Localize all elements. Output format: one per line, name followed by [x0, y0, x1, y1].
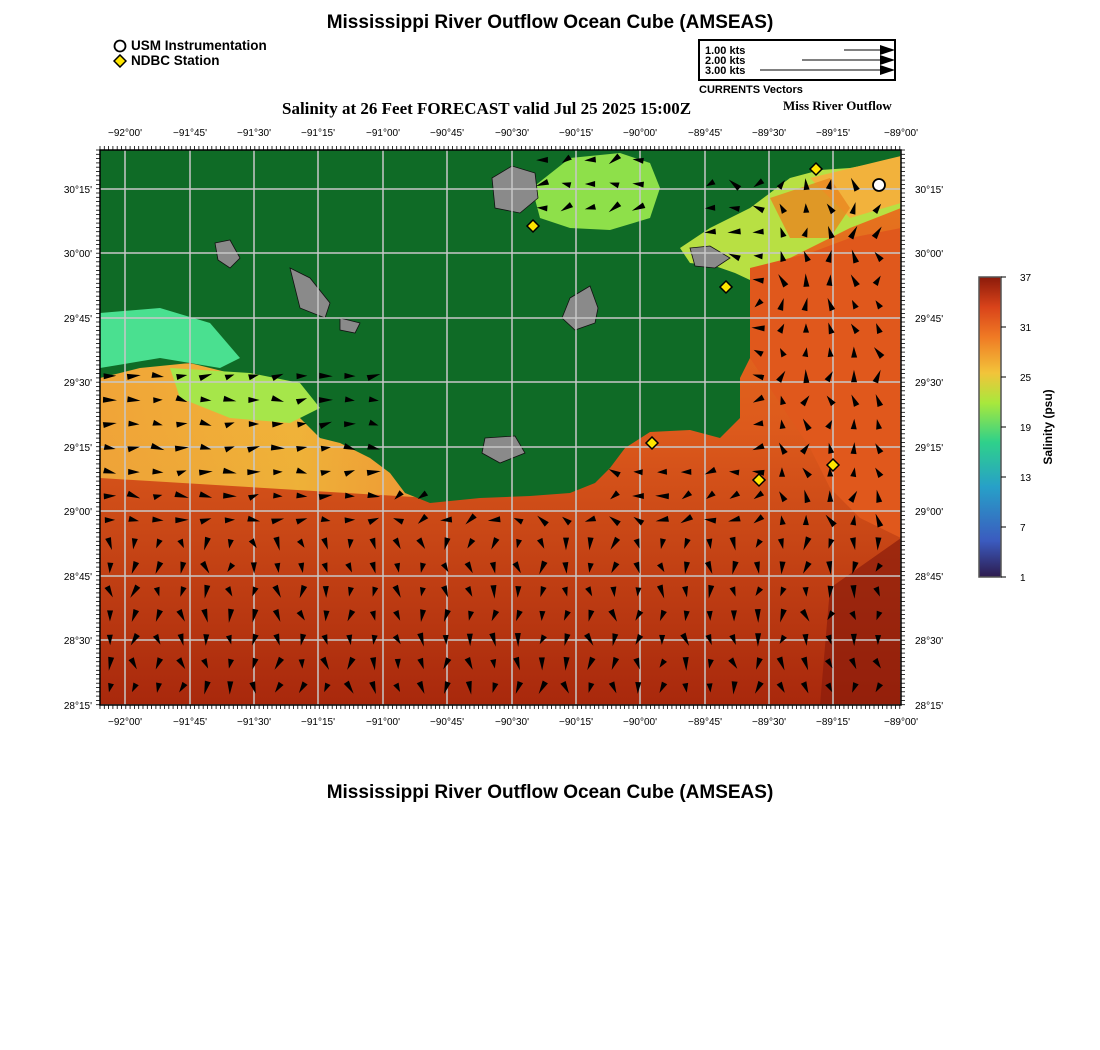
colorbar-tick-label: 1 [1020, 573, 1026, 584]
lon-label: −90°45' [430, 717, 464, 728]
lon-label: −91°00' [366, 128, 400, 139]
legend-usm-label: USM Instrumentation [131, 38, 267, 53]
ndbc-diamond-icon [113, 54, 127, 68]
colorbar-tick-label: 37 [1020, 273, 1032, 284]
lon-label: −89°00' [884, 717, 918, 728]
salinity-map [50, 118, 950, 758]
lon-label: −92°00' [108, 128, 142, 139]
lon-label: −89°45' [688, 128, 722, 139]
lat-label: 30°15' [63, 185, 92, 196]
lon-label: −90°30' [495, 128, 529, 139]
lat-label: 30°15' [915, 185, 944, 196]
lat-label: 29°00' [63, 507, 92, 518]
corner-label: Miss River Outflow [783, 98, 892, 113]
lat-label: 29°45' [63, 314, 92, 325]
lat-label: 28°45' [915, 572, 944, 583]
lat-label: 30°00' [915, 249, 944, 260]
lon-label: −90°00' [623, 717, 657, 728]
lon-label: −91°30' [237, 717, 271, 728]
lat-label: 30°00' [63, 249, 92, 260]
lon-label: −91°15' [301, 717, 335, 728]
lat-label: 29°15' [915, 443, 944, 454]
colorbar-tick-label: 19 [1020, 423, 1032, 434]
lon-label: −89°30' [752, 128, 786, 139]
lat-label: 29°30' [63, 378, 92, 389]
vector-key [698, 39, 896, 81]
legend-usm [113, 38, 267, 53]
lon-label: −89°15' [816, 717, 850, 728]
lat-label: 29°30' [915, 378, 944, 389]
lat-label: 29°45' [915, 314, 944, 325]
lon-label: −90°30' [495, 717, 529, 728]
vector-key-2: 2.00 kts [705, 55, 746, 67]
colorbar-tick-label: 25 [1020, 373, 1032, 384]
lon-label: −89°45' [688, 717, 722, 728]
lat-label: 29°00' [915, 507, 944, 518]
lon-label: −91°30' [237, 128, 271, 139]
lon-label: −92°00' [108, 717, 142, 728]
colorbar-tick-label: 31 [1020, 323, 1032, 334]
second-title: Mississippi River Outflow Ocean Cube (AMSEAS) [326, 782, 774, 803]
colorbar-tick-label: 7 [1020, 523, 1026, 534]
lon-label: −90°15' [559, 128, 593, 139]
legend-ndbc [113, 53, 220, 68]
colorbar-label: Salinity (psu) [1041, 389, 1055, 465]
lon-label: −91°45' [173, 717, 207, 728]
lat-label: 28°15' [915, 701, 944, 712]
lat-label: 28°15' [63, 701, 92, 712]
lat-label: 28°45' [63, 572, 92, 583]
vector-key-3: 3.00 kts [705, 65, 746, 77]
vector-key-caption: CURRENTS Vectors [699, 84, 803, 96]
page-title: Mississippi River Outflow Ocean Cube (AMSEAS) [326, 12, 774, 33]
lon-label: −91°45' [173, 128, 207, 139]
colorbar [970, 270, 1070, 590]
lat-label: 28°30' [915, 636, 944, 647]
lon-label: −90°15' [559, 717, 593, 728]
map-subtitle: Salinity at 26 Feet FORECAST valid Jul 25 2025 15:00Z [282, 99, 692, 118]
lon-label: −90°45' [430, 128, 464, 139]
vector-key-1: 1.00 kts [705, 45, 746, 57]
legend-ndbc-label: NDBC Station [131, 53, 220, 68]
lon-label: −89°15' [816, 128, 850, 139]
lon-label: −91°15' [301, 128, 335, 139]
lon-label: −90°00' [623, 128, 657, 139]
colorbar-tick-label: 13 [1020, 473, 1032, 484]
lat-label: 28°30' [63, 636, 92, 647]
usm-station-marker [873, 179, 885, 191]
lon-label: −89°30' [752, 717, 786, 728]
lon-label: −89°00' [884, 128, 918, 139]
usm-circle-icon [113, 39, 127, 53]
lat-label: 29°15' [63, 443, 92, 454]
lon-label: −91°00' [366, 717, 400, 728]
